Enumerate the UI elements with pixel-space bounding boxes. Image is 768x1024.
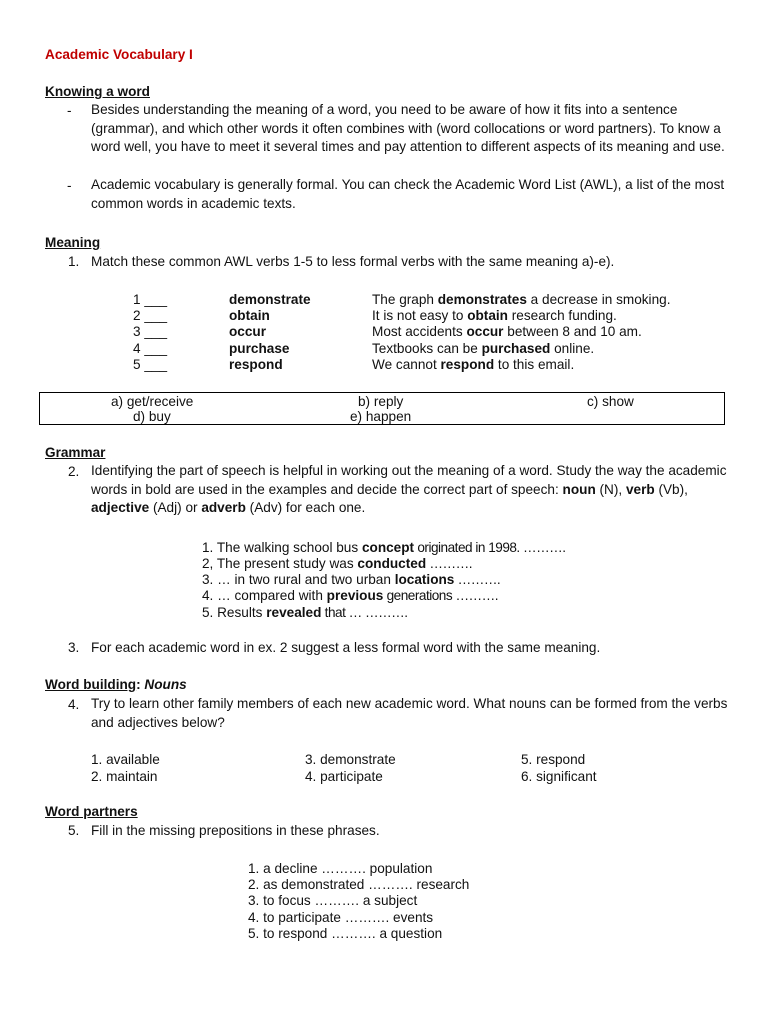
grammar-example: 5. Results revealed that … ………. <box>202 605 408 620</box>
match-word: purchase <box>229 341 290 356</box>
list-item: 5. to respond ………. a question <box>248 926 443 941</box>
match-number: 4 ___ <box>133 341 168 356</box>
option-a: a) get/receive <box>111 394 194 409</box>
question-number: 5. <box>68 823 80 838</box>
option-e: e) happen <box>350 409 412 424</box>
grammar-example: 2, The present study was conducted ………. <box>202 556 472 571</box>
match-example: Textbooks can be purchased online. <box>372 341 595 356</box>
list-item: 4. to participate ………. events <box>248 910 434 925</box>
list-item: 3. demonstrate <box>305 752 396 767</box>
list-item: 2. as demonstrated ………. research <box>248 877 470 892</box>
partners-instruction: Fill in the missing prepositions in these phrases. <box>91 823 380 838</box>
section-heading-grammar: Grammar <box>45 445 106 460</box>
question-number: 3. <box>68 640 80 655</box>
bullet-dash: - <box>67 178 72 193</box>
option-b: b) reply <box>358 394 404 409</box>
list-item: 2. maintain <box>91 769 158 784</box>
question-number: 2. <box>68 464 80 479</box>
knowing-bullet-text: Academic vocabulary is generally formal. You can check the Academic Word List (AWL), a list of the most common words in academic texts. <box>91 177 725 211</box>
match-number: 1 ___ <box>133 292 168 307</box>
match-number: 2 ___ <box>133 308 168 323</box>
grammar-q3: For each academic word in ex. 2 suggest a less formal word with the same meaning. <box>91 640 601 655</box>
list-item: 1. available <box>91 752 160 767</box>
match-word: demonstrate <box>229 292 311 307</box>
grammar-instruction: Identifying the part of speech is helpful in working out the meaning of a word. Study the way the academic words in bold are used in the examples and decide the correct part of speech: noun (N), verb (Vb), adjective (Adj) or adverb (Adv) for each one. <box>91 463 727 516</box>
word-building-instruction: Try to learn other family members of each new academic word. What nouns can be formed from the verbs and adjectives below? <box>91 696 728 730</box>
section-heading-word-building: Word building: Nouns <box>45 677 187 692</box>
match-number: 5 ___ <box>133 357 168 372</box>
bullet-dash: - <box>67 103 72 118</box>
page-title: Academic Vocabulary I <box>45 47 193 62</box>
list-item: 5. respond <box>521 752 586 767</box>
match-word: obtain <box>229 308 270 323</box>
section-heading-meaning: Meaning <box>45 235 101 250</box>
section-heading-word-partners: Word partners <box>45 804 138 819</box>
grammar-example: 3. … in two rural and two urban locations ………. <box>202 572 501 587</box>
grammar-example: 4. … compared with previous generations ………. <box>202 588 498 603</box>
section-heading-knowing: Knowing a word <box>45 84 150 99</box>
knowing-bullet-text: Besides understanding the meaning of a word, you need to be aware of how it fits into a sentence (grammar), and which other words it often combines with (word collocations or word partners). To know a word well, you have to meet it several times and pay attention to different aspects of its meaning and use. <box>91 102 725 155</box>
question-number: 1. <box>68 254 80 269</box>
match-word: occur <box>229 324 267 339</box>
option-d: d) buy <box>133 409 171 424</box>
list-item: 3. to focus ………. a subject <box>248 893 418 908</box>
meaning-instruction: Match these common AWL verbs 1-5 to less formal verbs with the same meaning a)-e). <box>91 254 615 269</box>
list-item: 4. participate <box>305 769 383 784</box>
list-item: 6. significant <box>521 769 597 784</box>
match-example: It is not easy to obtain research funding. <box>372 308 617 323</box>
match-number: 3 ___ <box>133 324 168 339</box>
question-number: 4. <box>68 697 80 712</box>
list-item: 1. a decline ………. population <box>248 861 433 876</box>
option-c: c) show <box>587 394 634 409</box>
match-example: The graph demonstrates a decrease in smoking. <box>372 292 671 307</box>
match-example: Most accidents occur between 8 and 10 am. <box>372 324 642 339</box>
grammar-example: 1. The walking school bus concept originated in 1998. ………. <box>202 540 566 555</box>
match-example: We cannot respond to this email. <box>372 357 575 372</box>
match-word: respond <box>229 357 283 372</box>
